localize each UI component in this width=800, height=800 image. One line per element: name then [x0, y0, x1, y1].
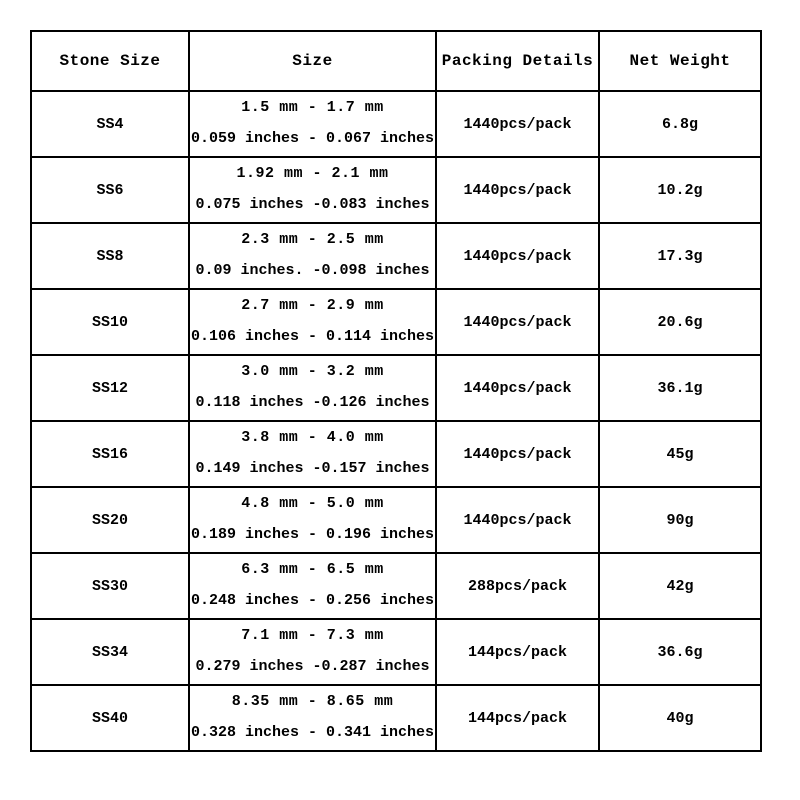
stone-size-cell: SS30 [31, 553, 189, 619]
table-header [31, 31, 761, 91]
size-mm-text: 8.35 mm - 8.65 mm [231, 693, 394, 710]
col-header-size: Size [189, 31, 436, 91]
size-inches-text: 0.149 inches -0.157 inches [195, 460, 430, 477]
net-weight-cell: 45g [599, 421, 761, 487]
size-mm-text: 1.92 mm - 2.1 mm [236, 165, 389, 182]
net-weight-cell: 90g [599, 487, 761, 553]
size-cell [189, 157, 436, 223]
size-cell [189, 223, 436, 289]
size-inches-text: 0.09 inches. -0.098 inches [195, 262, 430, 279]
packing-cell: 144pcs/pack [436, 619, 599, 685]
size-inches-text: 0.328 inches - 0.341 inches [190, 724, 435, 741]
stone-size-cell: SS34 [31, 619, 189, 685]
header-row [31, 31, 761, 91]
packing-cell: 1440pcs/pack [436, 157, 599, 223]
size-inches-text: 0.075 inches -0.083 inches [195, 196, 430, 213]
net-weight-cell: 6.8g [599, 91, 761, 157]
size-cell [189, 91, 436, 157]
col-header-packing-details: Packing Details [436, 31, 599, 91]
size-cell [189, 487, 436, 553]
stone-size-cell: SS16 [31, 421, 189, 487]
table-row [31, 685, 761, 751]
size-mm-text: 6.3 mm - 6.5 mm [241, 561, 384, 578]
packing-cell: 1440pcs/pack [436, 421, 599, 487]
stone-size-cell: SS10 [31, 289, 189, 355]
table-body [31, 91, 761, 751]
size-cell [189, 289, 436, 355]
size-cell [189, 421, 436, 487]
size-mm-text: 7.1 mm - 7.3 mm [241, 627, 384, 644]
net-weight-cell: 36.1g [599, 355, 761, 421]
net-weight-cell: 20.6g [599, 289, 761, 355]
net-weight-cell: 36.6g [599, 619, 761, 685]
stone-size-cell: SS40 [31, 685, 189, 751]
packing-cell: 1440pcs/pack [436, 355, 599, 421]
table-row [31, 157, 761, 223]
net-weight-cell: 10.2g [599, 157, 761, 223]
stone-size-table [30, 30, 762, 752]
size-mm-text: 4.8 mm - 5.0 mm [241, 495, 384, 512]
packing-cell: 1440pcs/pack [436, 289, 599, 355]
packing-cell: 1440pcs/pack [436, 91, 599, 157]
table-row [31, 355, 761, 421]
size-cell [189, 355, 436, 421]
stone-size-cell: SS12 [31, 355, 189, 421]
size-cell [189, 619, 436, 685]
size-cell [189, 685, 436, 751]
packing-cell: 1440pcs/pack [436, 223, 599, 289]
size-mm-text: 3.8 mm - 4.0 mm [241, 429, 384, 446]
table-row [31, 223, 761, 289]
col-header-stone-size: Stone Size [31, 31, 189, 91]
stone-size-cell: SS4 [31, 91, 189, 157]
col-header-net-weight: Net Weight [599, 31, 761, 91]
table-row [31, 91, 761, 157]
packing-cell: 1440pcs/pack [436, 487, 599, 553]
net-weight-cell: 17.3g [599, 223, 761, 289]
table-row [31, 553, 761, 619]
packing-cell: 144pcs/pack [436, 685, 599, 751]
size-inches-text: 0.059 inches - 0.067 inches [190, 130, 435, 147]
table-row [31, 619, 761, 685]
size-mm-text: 2.3 mm - 2.5 mm [241, 231, 384, 248]
stone-size-cell: SS6 [31, 157, 189, 223]
size-inches-text: 0.248 inches - 0.256 inches [190, 592, 435, 609]
size-inches-text: 0.118 inches -0.126 inches [195, 394, 430, 411]
packing-cell: 288pcs/pack [436, 553, 599, 619]
net-weight-cell: 40g [599, 685, 761, 751]
size-inches-text: 0.189 inches - 0.196 inches [190, 526, 435, 543]
size-cell [189, 553, 436, 619]
size-mm-text: 3.0 mm - 3.2 mm [241, 363, 384, 380]
size-inches-text: 0.279 inches -0.287 inches [195, 658, 430, 675]
net-weight-cell: 42g [599, 553, 761, 619]
table-row [31, 289, 761, 355]
table-row [31, 487, 761, 553]
size-mm-text: 2.7 mm - 2.9 mm [241, 297, 384, 314]
stone-size-cell: SS20 [31, 487, 189, 553]
stone-size-cell: SS8 [31, 223, 189, 289]
size-inches-text: 0.106 inches - 0.114 inches [190, 328, 435, 345]
table-row [31, 421, 761, 487]
size-mm-text: 1.5 mm - 1.7 mm [241, 99, 384, 116]
